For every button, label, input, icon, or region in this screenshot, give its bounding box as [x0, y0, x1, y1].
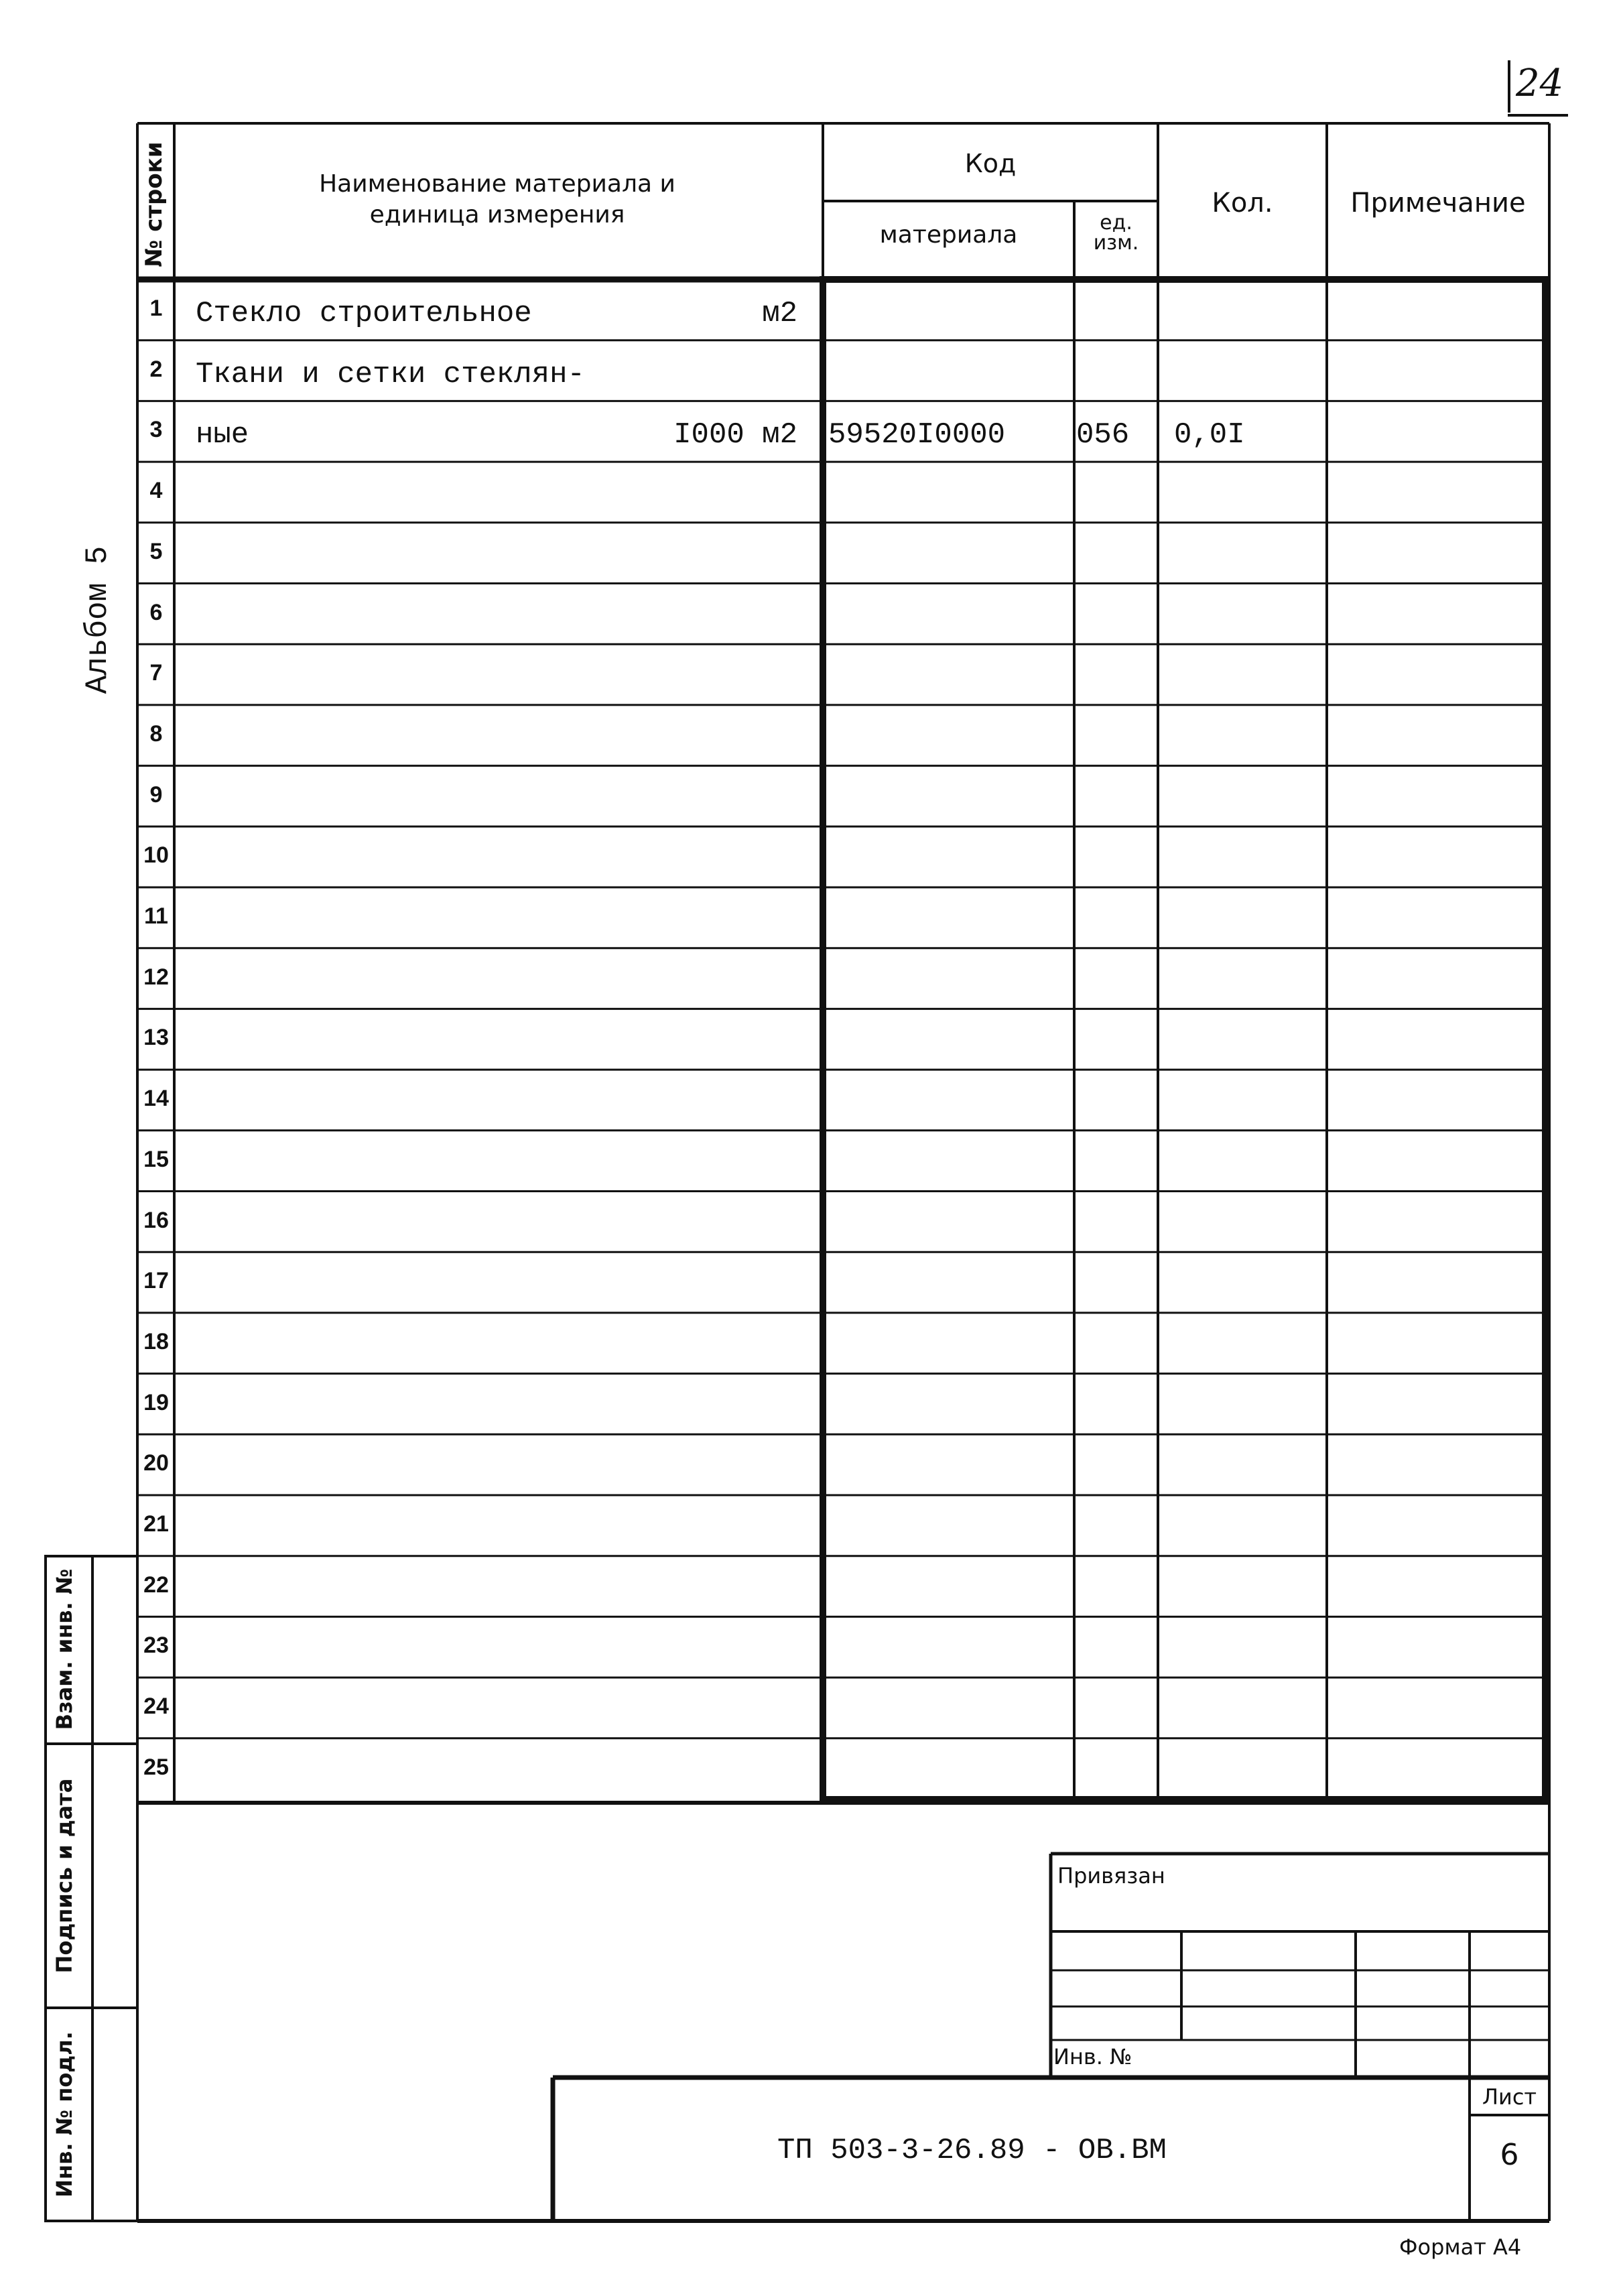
table-row: [0, 340, 1623, 401]
material-name: ные: [196, 418, 249, 452]
row-number: 13: [143, 1025, 169, 1051]
row-number: 15: [143, 1146, 169, 1172]
header-code: Код: [964, 149, 1017, 178]
table-row: [0, 644, 1623, 705]
unit-of-measure: м2: [762, 297, 797, 330]
table-row: [0, 766, 1623, 827]
row-number: 4: [149, 478, 163, 504]
header-unit-code-2: изм.: [1093, 231, 1139, 255]
row-number: 20: [143, 1450, 169, 1476]
table-row: [0, 948, 1623, 1009]
quantity: 0,0I: [1174, 418, 1245, 452]
header-material: материала: [879, 221, 1018, 249]
header-row-no: № строки: [141, 141, 168, 267]
table-row: [0, 1495, 1623, 1556]
title-sheet-number: 6: [1500, 2138, 1519, 2172]
row-number: 14: [143, 1086, 169, 1112]
table-row: [0, 1738, 1623, 1799]
table-row: [0, 1131, 1623, 1192]
row-number: 5: [149, 538, 163, 564]
table-row: [0, 1070, 1623, 1131]
row-number: 19: [143, 1389, 169, 1415]
table-row: [0, 1556, 1623, 1617]
row-number: 17: [143, 1268, 169, 1294]
row-number: 10: [143, 842, 169, 869]
table-row: [0, 584, 1623, 645]
row-number: 6: [149, 599, 163, 625]
table-row: [0, 401, 1623, 462]
table-row: [0, 826, 1623, 887]
stamp-sign-date: Подпись и дата: [52, 1778, 77, 1974]
row-number: 11: [144, 903, 168, 929]
table-row: [0, 705, 1623, 766]
material-code: 59520I0000: [828, 418, 1006, 452]
unit-code: 056: [1076, 418, 1130, 452]
row-number: 8: [149, 720, 163, 747]
table-row: [0, 1616, 1623, 1677]
row-number: 21: [143, 1511, 169, 1537]
table-row: [0, 1313, 1623, 1374]
row-number: 18: [143, 1328, 169, 1354]
header-qty: Кол.: [1212, 188, 1273, 218]
title-linked-label: Привязан: [1057, 1863, 1165, 1889]
table-row: [0, 1374, 1623, 1435]
unit-of-measure: I000 м2: [673, 418, 797, 452]
row-number: 1: [149, 296, 163, 321]
paper-format: Формат А4: [1399, 2234, 1522, 2260]
row-number: 12: [143, 964, 169, 990]
row-number: 3: [149, 417, 163, 443]
row-number: 22: [143, 1572, 169, 1598]
material-name: Стекло строительное: [196, 297, 532, 330]
document-code: ТП 503-3-26.89 - ОВ.ВМ: [777, 2134, 1167, 2167]
header-unit-code-1: ед.: [1100, 211, 1132, 235]
table-row: [0, 1434, 1623, 1495]
stamp-replaced-inv: Взам. инв. №: [52, 1568, 77, 1730]
page-number-mark: 24: [1516, 62, 1564, 105]
table-row: [0, 887, 1623, 948]
row-number: 2: [149, 356, 163, 382]
album-label: Альбом 5: [80, 546, 115, 694]
table-row: [0, 523, 1623, 584]
table-row: [0, 1192, 1623, 1253]
header-name-line2: единица измерения: [369, 201, 625, 229]
header-name-line1: Наименование материала и: [319, 170, 675, 198]
title-inv-no-label: Инв. №: [1053, 2044, 1132, 2069]
row-number: 25: [143, 1754, 169, 1780]
table-row: [0, 462, 1623, 523]
header-note: Примечание: [1350, 188, 1526, 218]
row-number: 16: [143, 1207, 169, 1233]
table-row: [0, 1009, 1623, 1070]
row-number: 24: [143, 1694, 169, 1720]
table-row: [0, 1677, 1623, 1738]
row-number: 9: [149, 781, 163, 808]
table-row: [0, 1252, 1623, 1313]
row-number: 7: [149, 660, 163, 686]
row-number: 23: [143, 1633, 169, 1659]
material-name: Ткани и сетки стеклян-: [196, 357, 585, 391]
stamp-original-inv: Инв. № подл.: [52, 2031, 77, 2197]
table-row: [0, 279, 1623, 340]
title-sheet-label: Лист: [1482, 2084, 1537, 2110]
